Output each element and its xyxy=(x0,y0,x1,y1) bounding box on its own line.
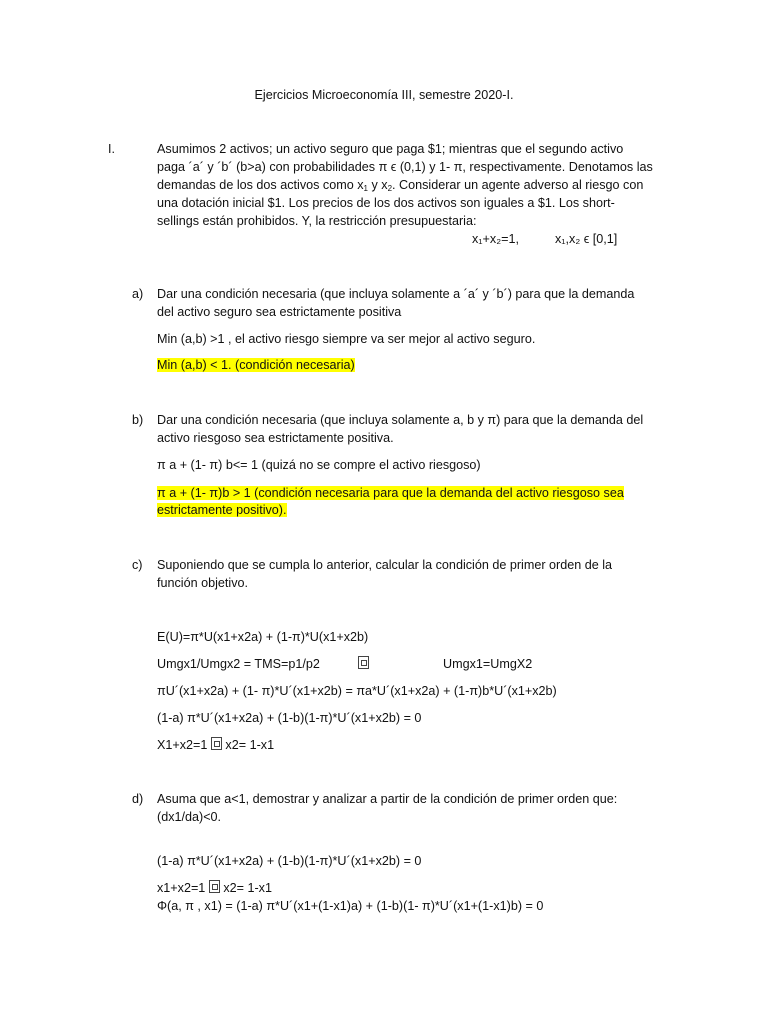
equation-d-foc: (1-a) π*U´(x1+x2a) + (1-b)(1-π)*U´(x1+x2b) = 0 xyxy=(157,854,422,868)
question-a-line-1: Dar una condición necesaria (que incluya solamente a ´a´ y ´b´) para que la demanda xyxy=(157,287,635,301)
equation-d-phi: Φ(a, π , x1) = (1-a) π*U´(x1+(1-x1)a) + (1-b)(1- π)*U´(x1+(1-x1)b) = 0 xyxy=(157,899,544,913)
equation-constraint: X1+x2=1 x2= 1-x1 xyxy=(157,738,275,752)
budget-constraint-sum: x₁+x₂=1, xyxy=(472,232,519,246)
intro-line-4: una dotación inicial $1. Los precios de los dos activos son iguales a $1. Los short- xyxy=(157,196,615,210)
section-number: I. xyxy=(108,142,115,156)
intro-line-1: Asumimos 2 activos; un activo seguro que paga $1; mientras que el segundo activo xyxy=(157,142,624,156)
answer-b-highlighted-2: estrictamente positivo). xyxy=(157,503,287,517)
answer-b-highlighted-1: π a + (1- π)b > 1 (condición necesaria para que la demanda del activo riesgoso sea xyxy=(157,486,624,500)
question-d-label: d) xyxy=(132,792,144,806)
answer-b-line-1: π a + (1- π) b<= 1 (quizá no se compre el activo riesgoso) xyxy=(157,458,481,472)
question-c-line-2: función objetivo. xyxy=(157,576,249,590)
equation-d-constraint: x1+x2=1 x2= 1-x1 xyxy=(157,881,272,895)
intro-line-2: paga ´a´ y ´b´ (b>a) con probabilidades π ϵ (0,1) y 1- π, respectivamente. Denotamos las xyxy=(157,160,653,174)
question-b-line-2: activo riesgoso sea estrictamente positiva. xyxy=(157,431,394,445)
question-c-line-1: Suponiendo que se cumpla lo anterior, calcular la condición de primer orden de la xyxy=(157,558,613,572)
equation-umg-equality: Umgx1=UmgX2 xyxy=(443,657,533,671)
budget-constraint-range: x₁,x₂ ϵ [0,1] xyxy=(555,232,618,246)
implies-box-icon xyxy=(209,880,220,893)
implies-box-icon xyxy=(211,737,222,750)
equation-expected-utility: E(U)=π*U(x1+x2a) + (1-π)*U(x1+x2b) xyxy=(157,630,369,644)
question-b-label: b) xyxy=(132,413,144,427)
equation-tms: Umgx1/Umgx2 = TMS=p1/p2 xyxy=(157,657,320,671)
question-b-line-1: Dar una condición necesaria (que incluya solamente a, b y π) para que la demanda del xyxy=(157,413,644,427)
question-d-line-1: Asuma que a<1, demostrar y analizar a partir de la condición de primer orden que: xyxy=(157,792,618,806)
question-c-label: c) xyxy=(132,558,143,572)
answer-a-line-1: Min (a,b) >1 , el activo riesgo siempre va ser mejor al activo seguro. xyxy=(157,332,536,346)
answer-a-highlighted: Min (a,b) < 1. (condición necesaria) xyxy=(157,358,355,372)
implies-box-icon xyxy=(358,656,369,673)
intro-line-3: demandas de los dos activos como $x_1$ y $x_2$. Considerar un agente adverso al riesgo con xyxy=(157,178,644,193)
document-title: Ejercicios Microeconomía III, semestre 2020-I. xyxy=(254,88,514,102)
question-a-line-2: del activo seguro sea estrictamente positiva xyxy=(157,305,402,319)
question-d-line-2: (dx1/da)<0. xyxy=(157,810,222,824)
equation-foc-expanded: πU´(x1+x2a) + (1- π)*U´(x1+x2b) = πa*U´(x1+x2a) + (1-π)b*U´(x1+x2b) xyxy=(157,684,557,698)
intro-line-5: sellings están prohibidos. Y, la restricción presupuestaria: xyxy=(157,214,477,228)
equation-foc: (1-a) π*U´(x1+x2a) + (1-b)(1-π)*U´(x1+x2b) = 0 xyxy=(157,711,422,725)
question-a-label: a) xyxy=(132,287,144,301)
